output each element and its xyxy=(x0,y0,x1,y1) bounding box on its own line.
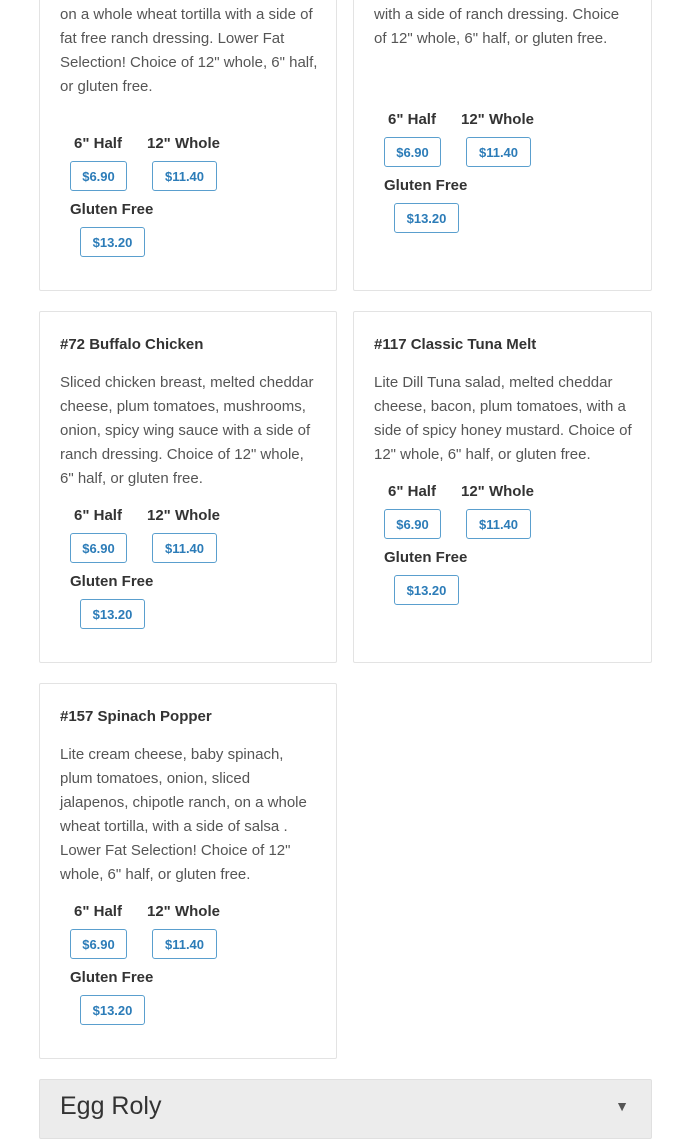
half-size-label: 6" Half xyxy=(74,903,122,920)
gluten-free-price-button[interactable]: $13.20 xyxy=(394,575,459,605)
half-price-button[interactable]: $6.90 xyxy=(384,509,441,539)
whole-price-button[interactable]: $11.40 xyxy=(152,533,217,563)
half-size-label: 6" Half xyxy=(388,111,436,128)
gluten-free-price-button[interactable]: $13.20 xyxy=(394,203,459,233)
whole-price-button[interactable]: $11.40 xyxy=(466,137,531,167)
menu-item-card xyxy=(39,683,337,1059)
whole-size-label: 12" Whole xyxy=(147,135,220,152)
half-size-label: 6" Half xyxy=(388,483,436,500)
half-price-button[interactable]: $6.90 xyxy=(70,161,127,191)
gluten-free-price-button[interactable]: $13.20 xyxy=(80,227,145,257)
item-description: on a whole wheat tortilla with a side of fat free ranch dressing. Lower Fat Selection! Choice of 12" whole, 6" half, or gluten free. xyxy=(60,6,318,95)
gluten-free-label: Gluten Free xyxy=(70,573,154,590)
half-price-button[interactable]: $6.90 xyxy=(384,137,441,167)
item-title: #72 Buffalo Chicken xyxy=(60,336,204,353)
half-size-label: 6" Half xyxy=(74,135,122,152)
whole-size-label: 12" Whole xyxy=(147,507,220,524)
item-title: #157 Spinach Popper xyxy=(60,708,212,725)
item-description: Lite cream cheese, baby spinach, plum tomatoes, onion, sliced jalapenos, chipotle ranch, on a whole wheat tortilla, with a side of salsa . Lower Fat Selection! Choice of 12" whole, 6" half, or gluten free. xyxy=(60,746,307,883)
gluten-free-label: Gluten Free xyxy=(384,549,468,566)
half-price-button[interactable]: $6.90 xyxy=(70,929,127,959)
item-description: Lite Dill Tuna salad, melted cheddar cheese, bacon, plum tomatoes, with a side of spicy honey mustard. Choice of 12" whole, 6" half, or gluten free. xyxy=(374,374,632,463)
half-size-label: 6" Half xyxy=(74,507,122,524)
gluten-free-price-button[interactable]: $13.20 xyxy=(80,599,145,629)
egg-roly-section-header[interactable] xyxy=(39,1079,652,1139)
half-price-button[interactable]: $6.90 xyxy=(70,533,127,563)
gluten-free-label: Gluten Free xyxy=(70,201,154,218)
gluten-free-label: Gluten Free xyxy=(384,177,468,194)
item-title: #117 Classic Tuna Melt xyxy=(374,336,537,353)
whole-size-label: 12" Whole xyxy=(461,483,534,500)
item-description: Sliced chicken breast, melted cheddar cheese, plum tomatoes, mushrooms, onion, spicy wing sauce with a side of ranch dressing. Choice of 12" whole, 6" half, or gluten free. xyxy=(60,374,314,487)
gluten-free-label: Gluten Free xyxy=(70,969,154,986)
menu-item-card xyxy=(39,0,337,291)
whole-price-button[interactable]: $11.40 xyxy=(466,509,531,539)
gluten-free-price-button[interactable]: $13.20 xyxy=(80,995,145,1025)
whole-price-button[interactable]: $11.40 xyxy=(152,929,217,959)
whole-size-label: 12" Whole xyxy=(147,903,220,920)
section-title: Egg Roly xyxy=(60,1092,162,1120)
menu-item-card xyxy=(353,0,652,291)
menu-item-card xyxy=(39,311,337,663)
whole-size-label: 12" Whole xyxy=(461,111,534,128)
chevron-down-icon[interactable]: ▼ xyxy=(615,1098,629,1114)
menu-item-card xyxy=(353,311,652,663)
whole-price-button[interactable]: $11.40 xyxy=(152,161,217,191)
item-description: with a side of ranch dressing. Choice of 12" whole, 6" half, or gluten free. xyxy=(374,6,620,47)
